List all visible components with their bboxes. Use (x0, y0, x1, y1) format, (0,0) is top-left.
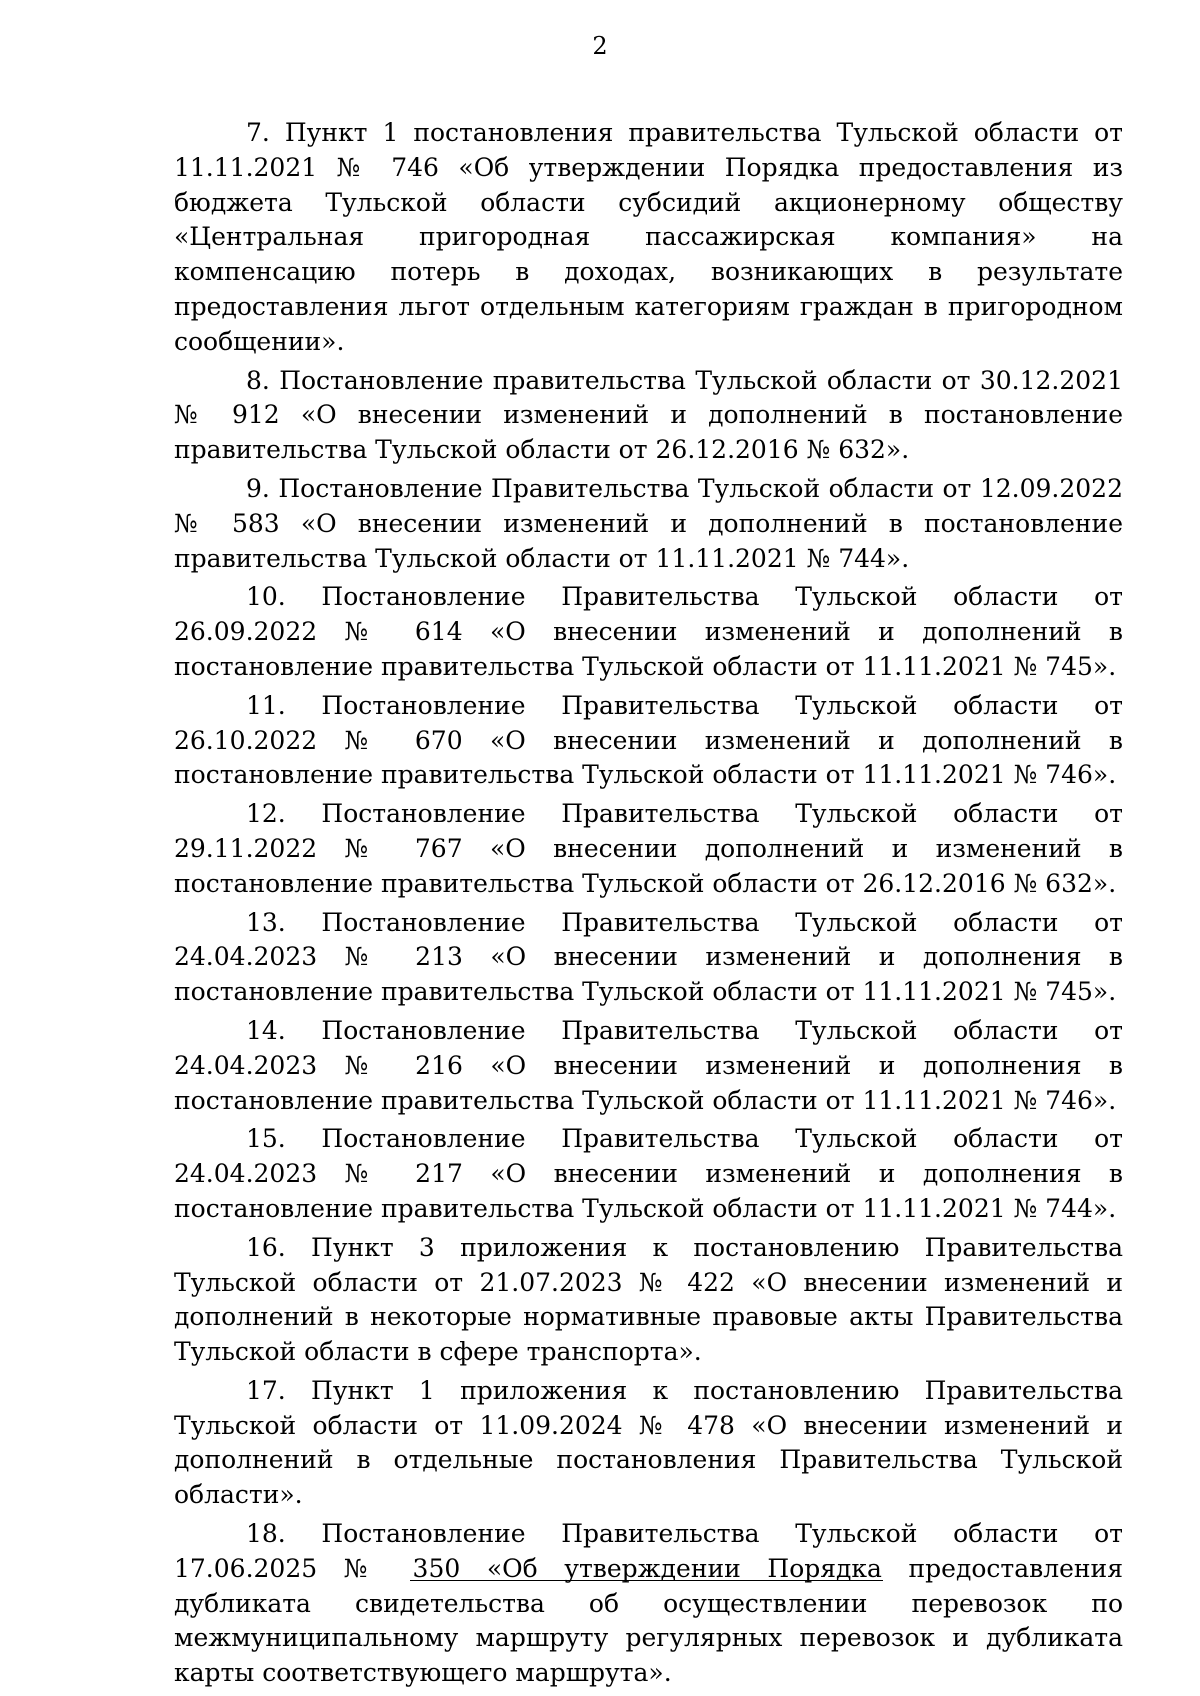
list-item-15: 15. Постановление Правительства Тульской области от 24.04.2023 № 217 «О внесении изменений и дополнения в постановление правительства Тульской области от 11.11.2021 № 744». (174, 1124, 1123, 1223)
page-number: 2 (592, 32, 608, 60)
list-item-16: 16. Пункт 3 приложения к постановлению Правительства Тульской области от 21.07.2023 № 422 «О внесении изменений и дополнений в некоторые нормативные правовые акты Правительства Тульской области в сфере транспорта». (174, 1232, 1123, 1367)
list-item-8: 8. Постановление правительства Тульской области от 30.12.2021 № 912 «О внесении изменений и дополнений в постановление правительства Тульской области от 26.12.2016 № 632». (174, 365, 1123, 465)
list-item-11: 11. Постановление Правительства Тульской области от 26.10.2022 № 670 «О внесении изменений и дополнений в постановление правительства Тульской области от 11.11.2021 № 746». (174, 690, 1123, 790)
list-item-13: 13. Постановление Правительства Тульской области от 24.04.2023 № 213 «О внесении изменений и дополнения в постановление правительства Тульской области от 11.11.2021 № 745». (174, 907, 1123, 1007)
list-item-14: 14. Постановление Правительства Тульской области от 24.04.2023 № 216 «О внесении изменений и дополнения в постановление правительства Тульской области от 11.11.2021 № 746». (174, 1015, 1123, 1115)
document-body (174, 116, 1123, 1695)
list-item-12: 12. Постановление Правительства Тульской области от 29.11.2022 № 767 «О внесении дополнений и изменений в постановление правительства Тульской области от 26.12.2016 № 632». (174, 799, 1123, 898)
list-item-9: 9. Постановление Правительства Тульской области от 12.09.2022 № 583 «О внесении изменений и дополнений в постановление правительства Тульской области от 11.11.2021 № 744». (174, 473, 1123, 573)
list-item-10: 10. Постановление Правительства Тульской области от 26.09.2022 № 614 «О внесении изменений и дополнений в постановление правительства Тульской области от 11.11.2021 № 745». (174, 582, 1123, 681)
list-item-7: 7. Пункт 1 постановления правительства Тульской области от 11.11.2021 № 746 «Об утверждении Порядка предоставления из бюджета Тульской области субсидий акционерному обществу «Центральная пригородная пассажирская компания» на компенсацию потерь в доходах, возникающих в результате предоставления льгот отдельным категориям граждан в пригородном сообщении». (174, 118, 1123, 356)
list-item-17: 17. Пункт 1 приложения к постановлению Правительства Тульской области от 11.09.2024 № 478 «О внесении изменений и дополнений в отдельные постановления Правительства Тульской области». (174, 1375, 1123, 1510)
list-item-18: 18. Постановление Правительства Тульской области от 17.06.2025 № 350 «Об утверждении Порядка предоставления дубликата свидетельства об осуществлении перевозок по межмуниципальному маршруту регулярных перевозок и дубликата карты соответствующего маршрута». (174, 1519, 1123, 1688)
end-divider (410, 1580, 883, 1581)
